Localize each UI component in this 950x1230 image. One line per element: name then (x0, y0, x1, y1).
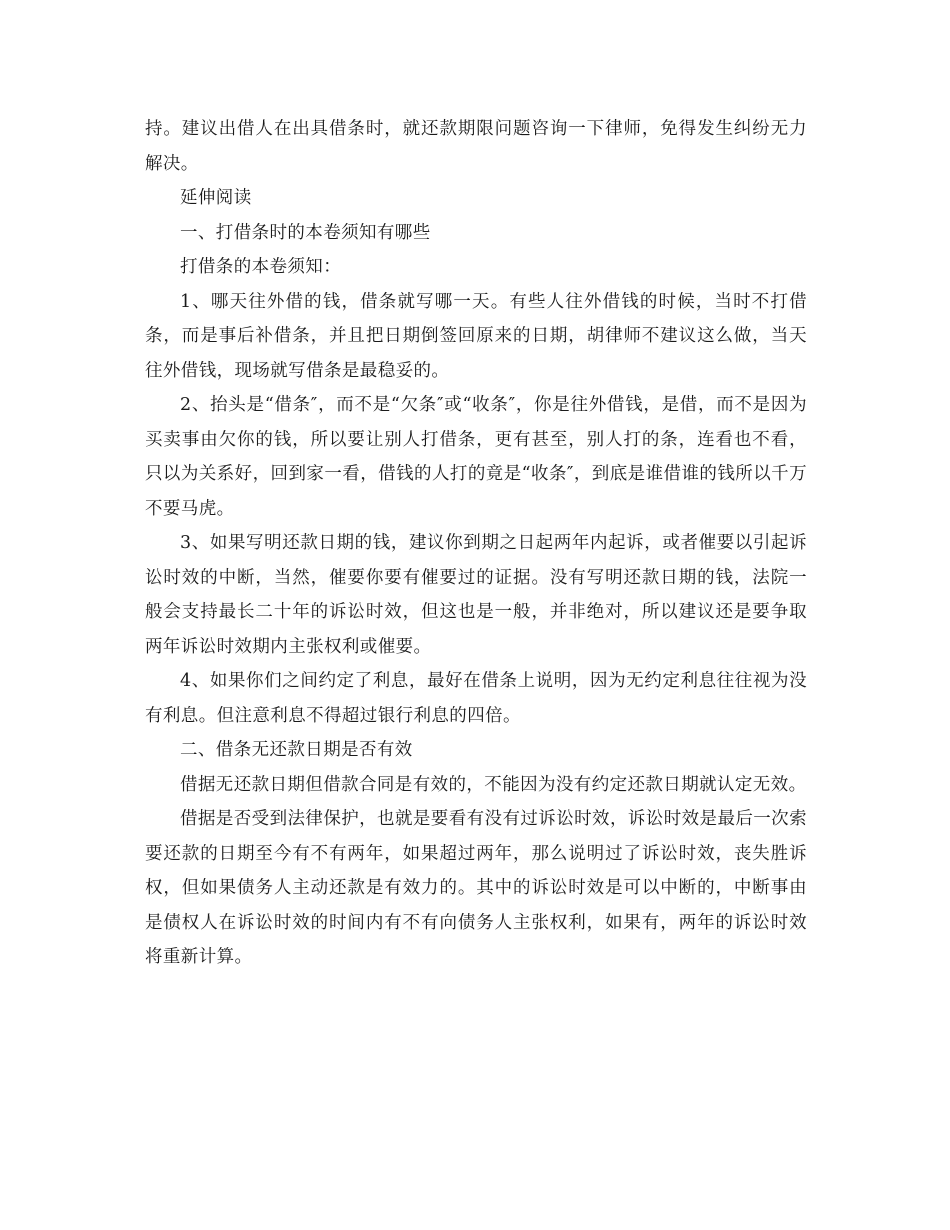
paragraph-extended-reading: 延伸阅读 (180, 188, 252, 208)
list-item-1: 1、哪天往外借的钱，借条就写哪一天。有些人往外借钱的时候，当时不打借条，而是事后补借条，并且把日期倒签回原来的日期，胡律师不建议这么做，当天往外借钱，现场就写借条是最稳妥的。 (145, 291, 807, 381)
list-item-3: 3、如果写明还款日期的钱，建议你到期之日起两年内起诉，或者催要以引起诉讼时效的中断，当然，催要你要有催要过的证据。没有写明还款日期的钱，法院一般会支持最长二十年的诉讼时效，但这也是一般，并非绝对，所以建议还是要争取两年诉讼时效期内主张权利或催要。 (145, 533, 807, 657)
paragraph-limitation: 借据是否受到法律保护，也就是要看有没有过诉讼时效，诉讼时效是最后一次索要还款的日期至今有不有两年，如果超过两年，那么说明过了诉讼时效，丧失胜诉权，但如果债务人主动还款是有效力的。其中的诉讼时效是可以中断的，中断事由是债权人在诉讼时效的时间内有不有向债务人主张权利，如果有，两年的诉讼时效将重新计算。 (145, 809, 807, 967)
paragraph-continuation: 持。建议出借人在出具借条时，就还款期限问题咨询一下律师，免得发生纠纷无力解决。 (145, 119, 807, 174)
paragraph-notes-intro: 打借条的本卷须知： (180, 257, 342, 277)
paragraph-validity: 借据无还款日期但借款合同是有效的，不能因为没有约定还款日期就认定无效。 (180, 774, 807, 795)
section-heading-2: 二、借条无还款日期是否有效 (180, 740, 413, 760)
document-body (145, 112, 807, 975)
list-item-4: 4、如果你们之间约定了利息，最好在借条上说明，因为无约定利息往往视为没有利息。但注意利息不得超过银行利息的四倍。 (145, 671, 807, 726)
section-heading-1: 一、打借条时的本卷须知有哪些 (180, 222, 431, 243)
list-item-2: 2、抬头是“借条″，而不是“欠条″或“收条″，你是往外借钱，是借，而不是因为买卖事由欠你的钱，所以要让别人打借条，更有甚至，别人打的条，连看也不看，只以为关系好，回到家一看，借钱的人打的竟是“收条″，到底是谁借谁的钱所以千万不要马虎。 (145, 395, 807, 519)
